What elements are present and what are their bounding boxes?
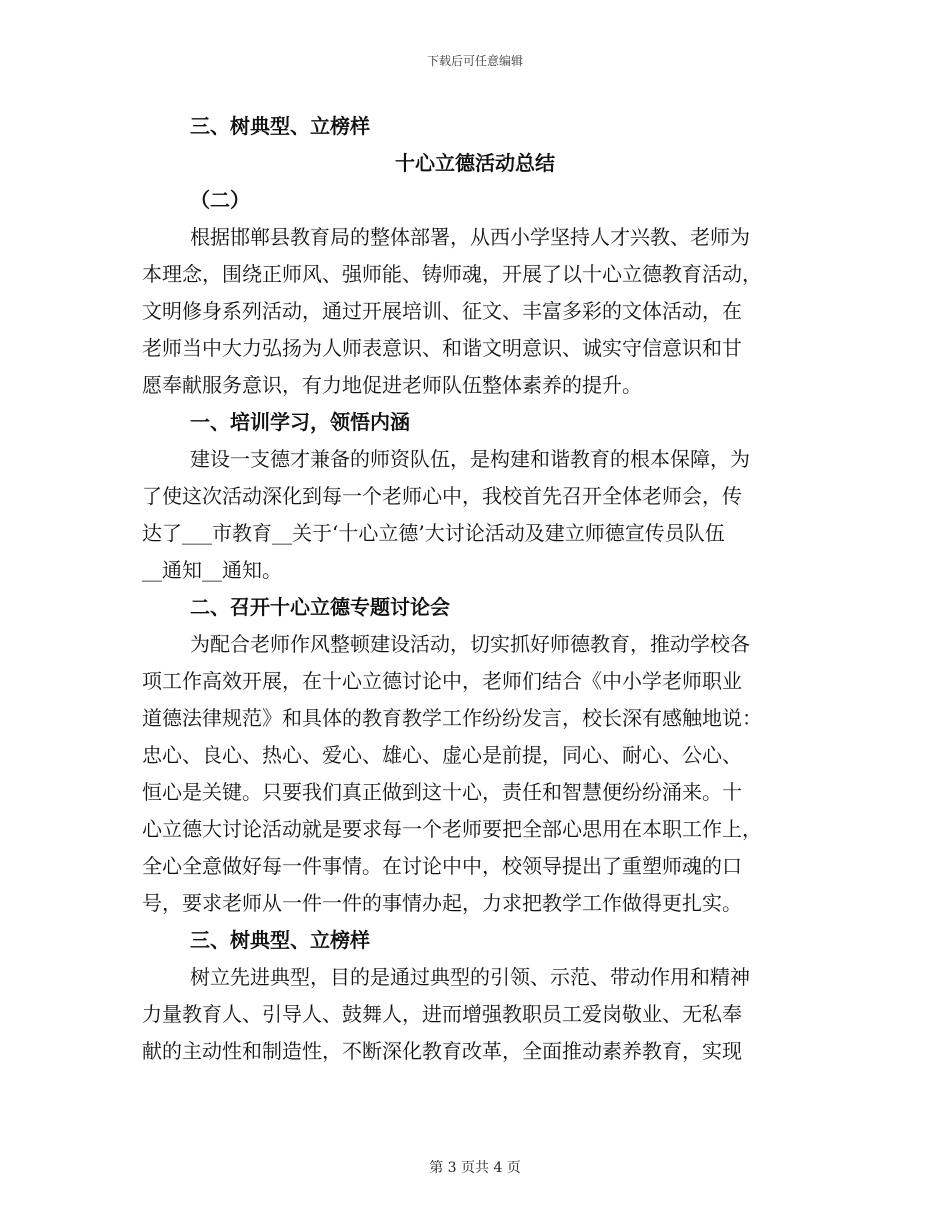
paragraph-line: 全心全意做好每一件事情。在讨论中中，校领导提出了重塑师魂的口 — [142, 854, 742, 878]
page-header: 下载后可任意编辑 — [426, 54, 523, 68]
paragraph-line: 建设一支德才兼备的师资队伍，是构建和谐教育的根本保障，为 — [190, 447, 750, 471]
paragraph-line: 恒心是关键。只要我们真正做到这十心，责任和智慧便纷纷涌来。十 — [142, 780, 742, 804]
paragraph-line: 根据邯郸县教育局的整体部署，从西小学坚持人才兴教、老师为 — [190, 225, 750, 249]
section-heading: 三、树典型、立榜样 — [190, 114, 370, 138]
paragraph-line: 忠心、良心、热心、爱心、雄心、虚心是前提，同心、耐心、公心、 — [142, 743, 742, 767]
paragraph-line: 愿奉献服务意识，有力地促进老师队伍整体素养的提升。 — [142, 373, 642, 397]
document-body — [142, 108, 808, 1070]
paragraph-line: 力量教育人、引导人、鼓舞人，进而增强教职员工爱岗敬业、无私奉 — [142, 1002, 742, 1026]
paragraph-line: 号，要求老师从一件一件的事情办起，力求把教学工作做得更扎实。 — [142, 891, 742, 915]
document-title: 十心立德活动总结 — [395, 151, 555, 175]
paragraph-line: 文明修身系列活动，通过开展培训、征文、丰富多彩的文体活动，在 — [142, 299, 742, 323]
page-number: 第 3 页共 4 页 — [429, 1160, 521, 1176]
paragraph-line: 道德法律规范》和具体的教育教学工作纷纷发言，校长深有感触地说： — [142, 706, 762, 730]
paragraph-line: 树立先进典型，目的是通过典型的引领、示范、带动作用和精神 — [190, 965, 750, 989]
paragraph-line: 心立德大讨论活动就是要求每一个老师要把全部心思用在本职工作上， — [142, 817, 762, 841]
paragraph-line: 为配合老师作风整顿建设活动，切实抓好师德教育，推动学校各 — [190, 632, 750, 656]
paragraph-line: 达了___市教育__关于‘十心立德’大讨论活动及建立师德宣传员队伍 — [142, 521, 725, 545]
paragraph-line: 了使这次活动深化到每一个老师心中，我校首先召开全体老师会，传 — [142, 484, 742, 508]
section-heading: （二） — [190, 188, 250, 212]
paragraph-line: __通知__通知。 — [142, 558, 282, 582]
paragraph-line: 项工作高效开展，在十心立德讨论中，老师们结合《中小学老师职业 — [142, 669, 742, 693]
paragraph-line: 献的主动性和制造性，不断深化教育改革，全面推动素养教育，实现 — [142, 1039, 742, 1063]
paragraph-line: 老师当中大力弘扬为人师表意识、和谐文明意识、诚实守信意识和甘 — [142, 336, 742, 360]
section-heading: 三、树典型、立榜样 — [190, 928, 370, 952]
section-heading: 二、召开十心立德专题讨论会 — [190, 595, 450, 619]
section-heading: 一、培训学习，领悟内涵 — [190, 410, 410, 434]
paragraph-line: 本理念，围绕正师风、强师能、铸师魂，开展了以十心立德教育活动， — [142, 262, 762, 286]
